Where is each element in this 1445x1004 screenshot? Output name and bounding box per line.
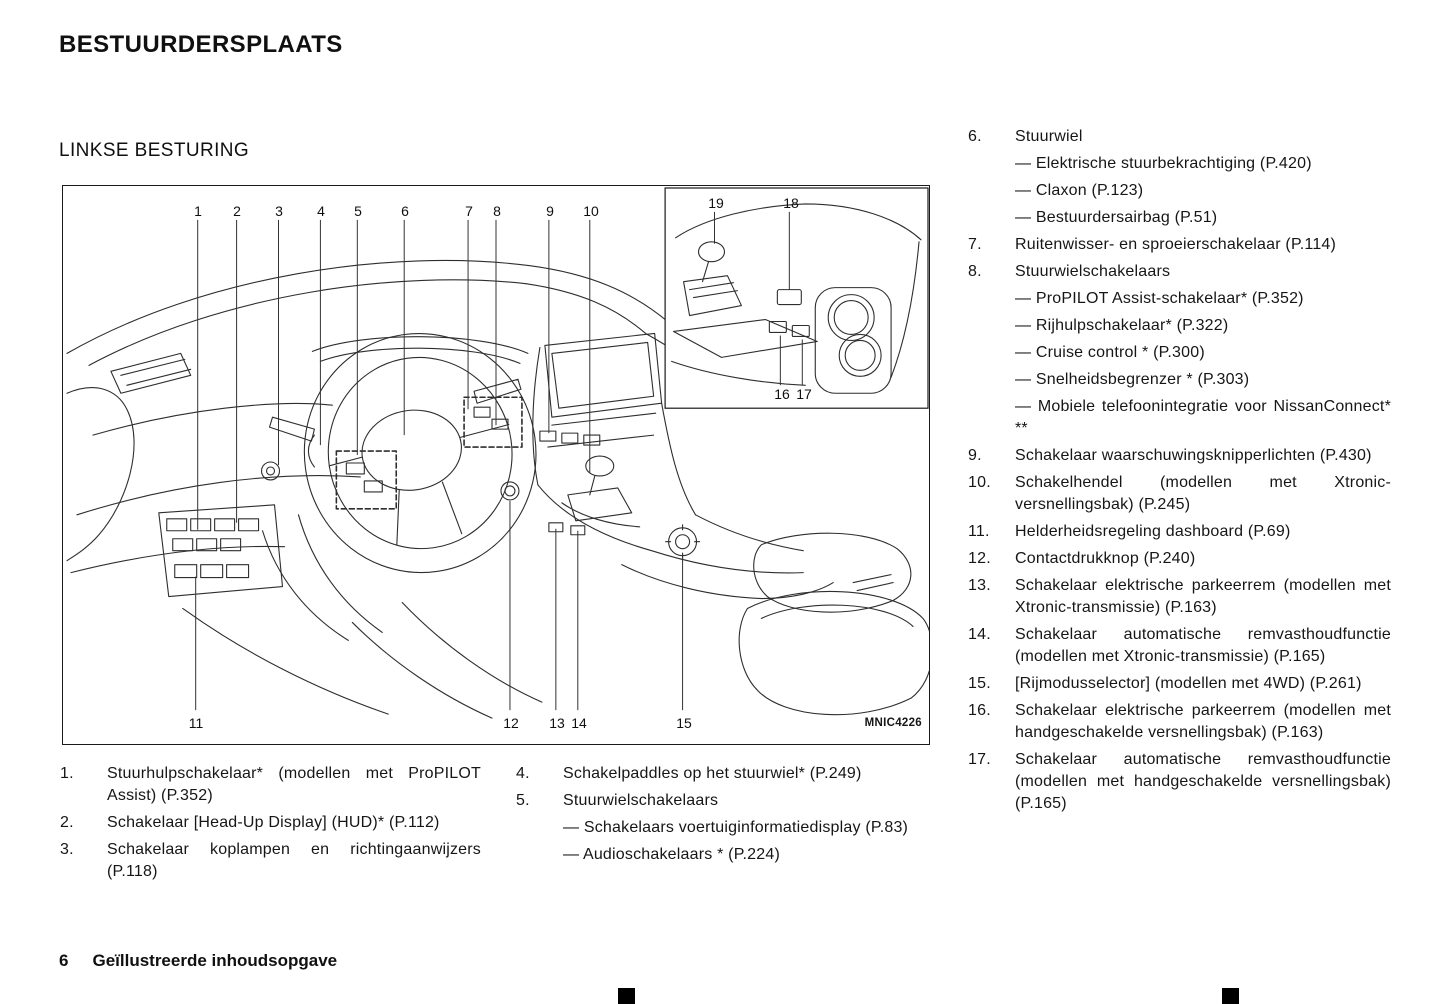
figure-callout-5: 5 — [354, 203, 362, 219]
legend-item-text: Schakelpaddles op het stuurwiel* (P.249) — [563, 765, 862, 782]
page-footer — [59, 951, 337, 971]
figure-callout-15: 15 — [676, 715, 692, 731]
figure-callout-7: 7 — [465, 203, 473, 219]
figure-callout-17: 17 — [796, 386, 812, 402]
legend-item — [516, 817, 934, 839]
legend-item — [968, 234, 1391, 256]
legend-item-text: — Rijhulpschakelaar* (P.322) — [1015, 317, 1229, 334]
legend-item-text: — ProPILOT Assist-schakelaar* (P.352) — [1015, 290, 1304, 307]
legend-item-number: 15. — [968, 675, 991, 692]
legend-item-number — [968, 342, 1015, 364]
legend-item-number: 9. — [968, 447, 982, 464]
legend-item-number: 8. — [968, 263, 982, 280]
legend-item — [968, 575, 1391, 619]
legend-item — [968, 749, 1391, 815]
legend-item — [968, 315, 1391, 337]
legend-item — [968, 180, 1391, 202]
figure-callout-16: 16 — [774, 386, 790, 402]
legend-item — [516, 763, 934, 785]
footer-page-number: 6 — [59, 951, 69, 970]
legend-item-text: Ruitenwisser- en sproeierschakelaar (P.114) — [1015, 236, 1337, 253]
legend-item-number — [968, 180, 1015, 202]
footer-chapter-title: Geïllustreerde inhoudsopgave — [92, 951, 338, 970]
headlight-stalk — [270, 417, 315, 441]
seat-and-armrest — [739, 533, 929, 714]
legend-item-text: — Mobiele telefoonintegratie voor NissanConnect* ** — [1015, 398, 1391, 437]
legend-item-text: [Rijmodusselector] (modellen met 4WD) (P.261) — [1015, 675, 1362, 692]
figure-callout-3: 3 — [275, 203, 283, 219]
legend-item — [968, 342, 1391, 364]
legend-item-number: 10. — [968, 474, 991, 491]
inset-detail — [665, 188, 928, 408]
figure-callout-10: 10 — [583, 203, 599, 219]
center-console — [538, 456, 833, 598]
figure-callout-13: 13 — [549, 715, 565, 731]
figure-callout-8: 8 — [493, 203, 501, 219]
start-button — [501, 482, 519, 500]
figure-callout-12: 12 — [503, 715, 519, 731]
legend-item-text: Schakelhendel (modellen met Xtronic-versnellingsbak) (P.245) — [1015, 474, 1391, 513]
legend-item — [968, 396, 1391, 440]
legend-item — [968, 153, 1391, 175]
legend-item-text: Schakelaar elektrische parkeerrem (modellen met handgeschakelde versnellingsbak) (P.163) — [1015, 702, 1391, 741]
legend-item-number: 13. — [968, 577, 991, 594]
legend-item-number — [516, 844, 563, 866]
legend-item-text: Helderheidsregeling dashboard (P.69) — [1015, 523, 1291, 540]
legend-item-number: 11. — [968, 523, 990, 540]
figure-callout-9: 9 — [546, 203, 554, 219]
legend-item-text: Schakelaar elektrische parkeerrem (modellen met Xtronic-transmissie) (P.163) — [1015, 577, 1391, 616]
legend-item-number: 12. — [968, 550, 991, 567]
legend-item — [516, 790, 934, 812]
legend-item-text: Schakelaar [Head-Up Display] (HUD)* (P.112) — [107, 814, 440, 831]
legend-item-text: Stuurwielschakelaars — [1015, 263, 1171, 280]
legend-item-number: 6. — [968, 128, 982, 145]
legend-item-number: 1. — [60, 765, 74, 782]
legend-item-text: Schakelaar automatische remvasthoudfunctie (modellen met handgeschakelde versnellingsbak) (P.165) — [1015, 751, 1391, 812]
legend-item-number — [516, 817, 563, 839]
legend-item-number: 14. — [968, 626, 991, 643]
legend-item — [968, 261, 1391, 283]
legend-item-text: — Elektrische stuurbekrachtiging (P.420) — [1015, 155, 1312, 172]
center-display — [545, 333, 662, 417]
legend-item — [968, 548, 1391, 570]
legend-item — [968, 700, 1391, 744]
legend-item-text: Schakelaar automatische remvasthoudfunctie (modellen met Xtronic-transmissie) (P.165) — [1015, 626, 1391, 665]
legend-item-number — [968, 288, 1015, 310]
legend-item — [968, 126, 1391, 148]
legend-item — [968, 445, 1391, 467]
legend-item-text: — Bestuurdersairbag (P.51) — [1015, 209, 1218, 226]
legend-item-number — [968, 207, 1015, 229]
legend-item-text: — Snelheidsbegrenzer * (P.303) — [1015, 371, 1250, 388]
legend-item — [516, 844, 934, 866]
legend-item-text: Schakelaar koplampen en richtingaanwijzers (P.118) — [107, 841, 481, 880]
legend-items-1-3 — [60, 763, 481, 888]
legend-item-text: — Schakelaars voertuiginformatiedisplay (P.83) — [563, 819, 909, 836]
legend-item-number: 16. — [968, 702, 991, 719]
legend-item — [968, 673, 1391, 695]
legend-item — [60, 763, 481, 807]
figure-callout-19: 19 — [708, 195, 724, 211]
legend-item-number — [968, 315, 1015, 337]
legend-item — [968, 624, 1391, 668]
left-dash-panel — [67, 353, 542, 718]
legend-item-text: Schakelaar waarschuwingsknipperlichten (P.430) — [1015, 447, 1372, 464]
legend-item-number: 4. — [516, 765, 530, 782]
legend-item — [60, 839, 481, 883]
print-mark-1 — [618, 988, 635, 1004]
legend-item-number — [968, 153, 1015, 175]
legend-item — [968, 288, 1391, 310]
legend-item — [968, 521, 1391, 543]
legend-item — [968, 369, 1391, 391]
legend-item — [968, 207, 1391, 229]
dashboard-line-drawing — [63, 186, 929, 744]
legend-item — [60, 812, 481, 834]
steering-switch-buttons — [346, 407, 508, 492]
legend-item-number: 5. — [516, 792, 530, 809]
legend-item-text: Stuurhulpschakelaar* (modellen met ProPILOT Assist) (P.352) — [107, 765, 481, 804]
figure-callout-14: 14 — [571, 715, 587, 731]
legend-item — [968, 472, 1391, 516]
legend-item-number — [968, 396, 1015, 440]
legend-item-text: — Cruise control * (P.300) — [1015, 344, 1205, 361]
figure-callout-6: 6 — [401, 203, 409, 219]
legend-item-number — [968, 369, 1015, 391]
legend-item-number: 7. — [968, 236, 982, 253]
legend-item-number: 17. — [968, 751, 991, 768]
figure-image-code: MNIC4226 — [864, 717, 922, 729]
dashboard-figure — [62, 185, 930, 745]
legend-item-number: 2. — [60, 814, 74, 831]
legend-item-text: — Audioschakelaars * (P.224) — [563, 846, 780, 863]
legend-item-text: Contactdrukknop (P.240) — [1015, 550, 1196, 567]
legend-item-text: — Claxon (P.123) — [1015, 182, 1144, 199]
legend-items-4-5 — [516, 763, 934, 871]
legend-item-text: Stuurwiel — [1015, 128, 1083, 145]
windshield-outline — [67, 260, 733, 399]
figure-callout-18: 18 — [783, 195, 799, 211]
page-title: BESTUURDERSPLAATS — [59, 31, 343, 58]
legend-items-6-17 — [968, 126, 1391, 820]
figure-callout-11: 11 — [188, 715, 204, 731]
legend-item-number: 3. — [60, 841, 74, 858]
figure-callout-1: 1 — [194, 203, 202, 219]
legend-item-text: Stuurwielschakelaars — [563, 792, 719, 809]
figure-callout-4: 4 — [317, 203, 325, 219]
figure-callout-2: 2 — [233, 203, 241, 219]
section-heading: LINKSE BESTURING — [59, 140, 250, 161]
print-mark-2 — [1222, 988, 1239, 1004]
